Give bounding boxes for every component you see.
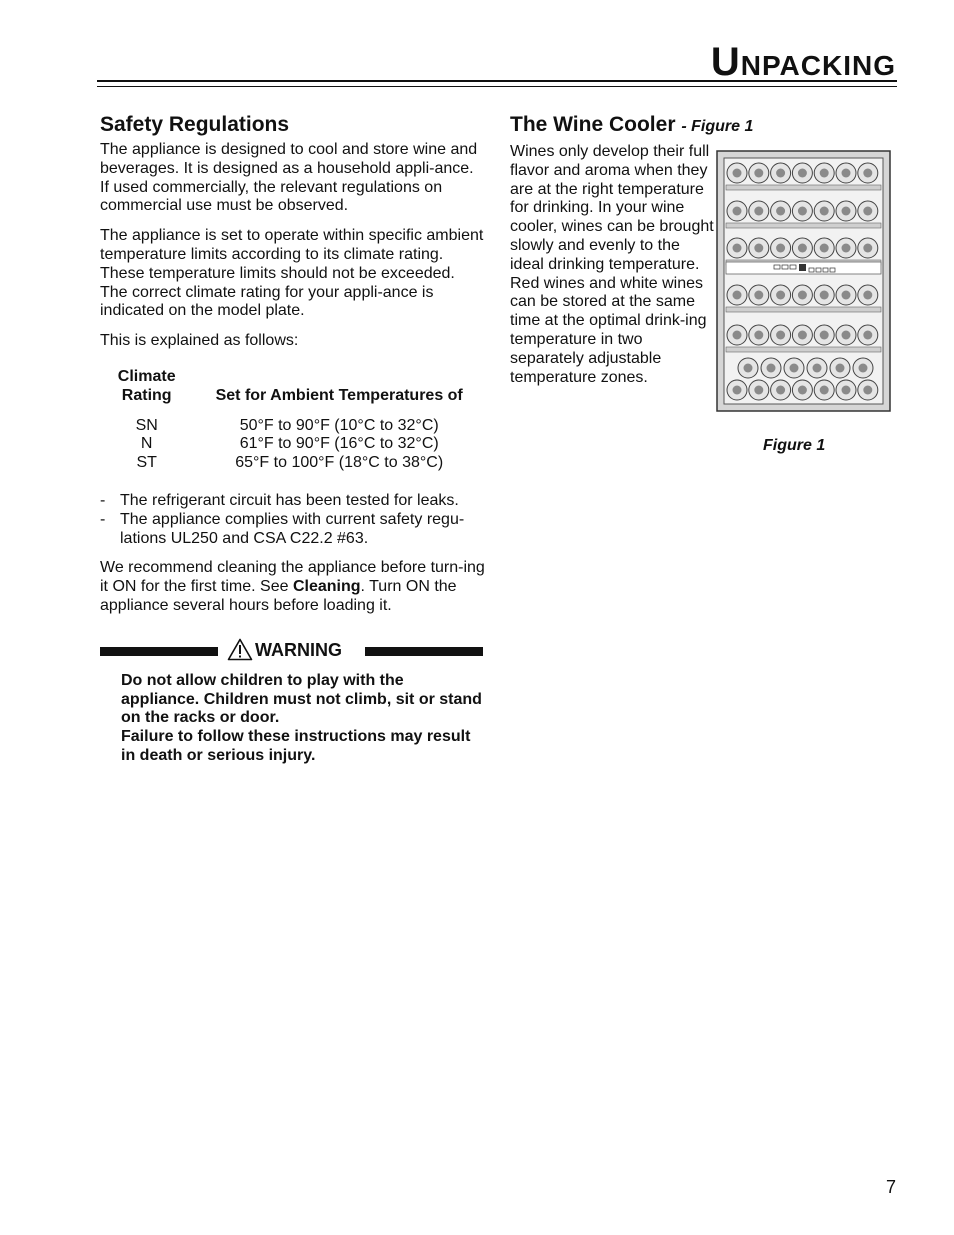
table-row — [100, 454, 485, 473]
bottle-neck — [863, 169, 872, 178]
bottle-neck — [733, 291, 742, 300]
wine-cooler-column — [510, 112, 900, 454]
bottle-neck — [813, 364, 822, 373]
bottle-neck — [754, 169, 763, 178]
bottle-neck — [820, 207, 829, 216]
climate-header-line2: Rating — [121, 386, 172, 404]
header-rule-thin — [97, 86, 897, 87]
list-item-text: The refrigerant circuit has been tested for leaks. — [120, 491, 459, 509]
shelf — [726, 307, 881, 312]
bottle-neck — [842, 331, 851, 340]
bottle-neck — [776, 169, 785, 178]
bottle-neck — [790, 364, 799, 373]
p4-text-a: We recommend cleaning the appliance before turn-ing it ON for the first time. See — [100, 559, 485, 596]
page-number: 7 — [885, 1177, 896, 1197]
shelf — [726, 185, 881, 190]
list-item: - The appliance complies with current safety regu-lations UL250 and CSA C22.2 #63. — [100, 510, 465, 547]
climate-rating: ST — [136, 454, 157, 472]
bottle-neck — [798, 291, 807, 300]
bottle-neck — [776, 386, 785, 395]
warning-triangle-icon — [227, 638, 253, 661]
bottle-neck — [733, 331, 742, 340]
bottle-neck — [798, 244, 807, 253]
bottle-neck — [754, 244, 763, 253]
safety-heading: Safety Regulations — [100, 113, 290, 136]
wine-cooler-heading — [510, 112, 900, 140]
bottle-neck — [859, 364, 868, 373]
cleaning-reference: Cleaning — [292, 578, 361, 596]
bottle-neck — [776, 291, 785, 300]
bottle-neck — [733, 244, 742, 253]
page-title: Unpacking — [710, 40, 896, 84]
wine-cooler-heading-text: The Wine Cooler — [510, 113, 676, 136]
bottle-neck — [767, 364, 776, 373]
bottle-neck — [820, 291, 829, 300]
safety-column — [100, 112, 485, 766]
bottle-neck — [754, 207, 763, 216]
bottle-neck — [863, 386, 872, 395]
bottle-neck — [733, 207, 742, 216]
climate-header-line1: Climate — [117, 367, 176, 385]
list-item: - The refrigerant circuit has been tested for leaks. — [100, 491, 459, 509]
shelf — [726, 223, 881, 228]
warning-label — [227, 638, 342, 662]
safety-bullets — [100, 492, 485, 548]
bottle-neck — [754, 386, 763, 395]
warning-label-text: WARNING — [255, 639, 342, 660]
bottle-neck — [733, 169, 742, 178]
bottle-neck — [744, 364, 753, 373]
list-item-text: The appliance complies with current safety regu-lations UL250 and CSA C22.2 #63. — [120, 510, 465, 547]
warning-banner — [100, 638, 485, 664]
table-row — [100, 406, 485, 436]
warning-text — [121, 672, 485, 766]
temperature-range: 61°F to 90°F (16°C to 32°C) — [239, 435, 439, 453]
table-row — [100, 435, 485, 454]
bottle-neck — [820, 331, 829, 340]
warning-bar-left — [100, 647, 218, 656]
warning-text-1: Do not allow children to play with the appliance. Children must not climb, sit or stand on the racks or door. — [121, 671, 482, 727]
bottle-neck — [842, 291, 851, 300]
temperature-range: 65°F to 100°F (18°C to 38°C) — [235, 454, 444, 472]
bottle-neck — [754, 331, 763, 340]
bottle-neck — [820, 386, 829, 395]
ambient-header: Set for Ambient Temperatures of — [215, 386, 463, 404]
climate-rating: SN — [135, 416, 158, 434]
bottle-neck — [798, 386, 807, 395]
bottle-neck — [776, 207, 785, 216]
safety-paragraph-2: The appliance is set to operate within specific ambient temperature limits according to its climate rating. These temperature limits should not be exceeded. The correct climate rating for your appli-ance is indicated on the model plate. — [100, 227, 484, 320]
figure-caption: Figure 1 — [763, 437, 826, 454]
bottle-neck — [842, 244, 851, 253]
safety-paragraph-1: The appliance is designed to cool and store wine and beverages. It is designed as a household appli-ance. If used commercially, the relevant regulations on commercial use must be observed. — [100, 141, 478, 215]
bottle-neck — [798, 169, 807, 178]
bottle-neck — [863, 207, 872, 216]
bottle-neck — [820, 244, 829, 253]
figure-reference: - Figure 1 — [681, 118, 754, 135]
bottle-neck — [776, 331, 785, 340]
bottle-neck — [733, 386, 742, 395]
bottle-neck — [776, 244, 785, 253]
climate-table — [100, 368, 485, 473]
shelf — [726, 347, 881, 352]
bottle-neck — [836, 364, 845, 373]
bottle-neck — [863, 331, 872, 340]
warning-bar-right — [365, 647, 483, 656]
safety-paragraph-3: This is explained as follows: — [100, 332, 299, 350]
bottle-neck — [820, 169, 829, 178]
bottle-neck — [798, 207, 807, 216]
temperature-range: 50°F to 90°F (10°C to 32°C) — [239, 416, 439, 434]
bottle-neck — [863, 244, 872, 253]
bottle-neck — [842, 207, 851, 216]
header-rule — [97, 80, 897, 82]
bottle-neck — [842, 386, 851, 395]
bottle-neck — [863, 291, 872, 300]
bottle-neck — [798, 331, 807, 340]
bottle-neck — [842, 169, 851, 178]
bottle-neck — [754, 291, 763, 300]
climate-header — [100, 368, 193, 406]
p4-text-b: . Turn ON the appliance several hours before loading it. — [100, 578, 457, 614]
wine-cooler-illustration — [716, 150, 891, 412]
wine-cooler-text: Wines only develop their full flavor and aroma when they are at the right temperature for drinking. In your wine cooler, wines can be brought slowly and evenly to the ideal drinking temperature. Red wines and white wines can be stored at the same time at the optimal drink-ing temperature in two separately adjustable temperature zones. — [510, 143, 714, 386]
safety-paragraph-4 — [100, 559, 485, 615]
climate-rating: N — [140, 435, 153, 453]
warning-text-2: Failure to follow these instructions may result in death or serious injury. — [121, 728, 471, 764]
control-panel — [726, 262, 881, 274]
